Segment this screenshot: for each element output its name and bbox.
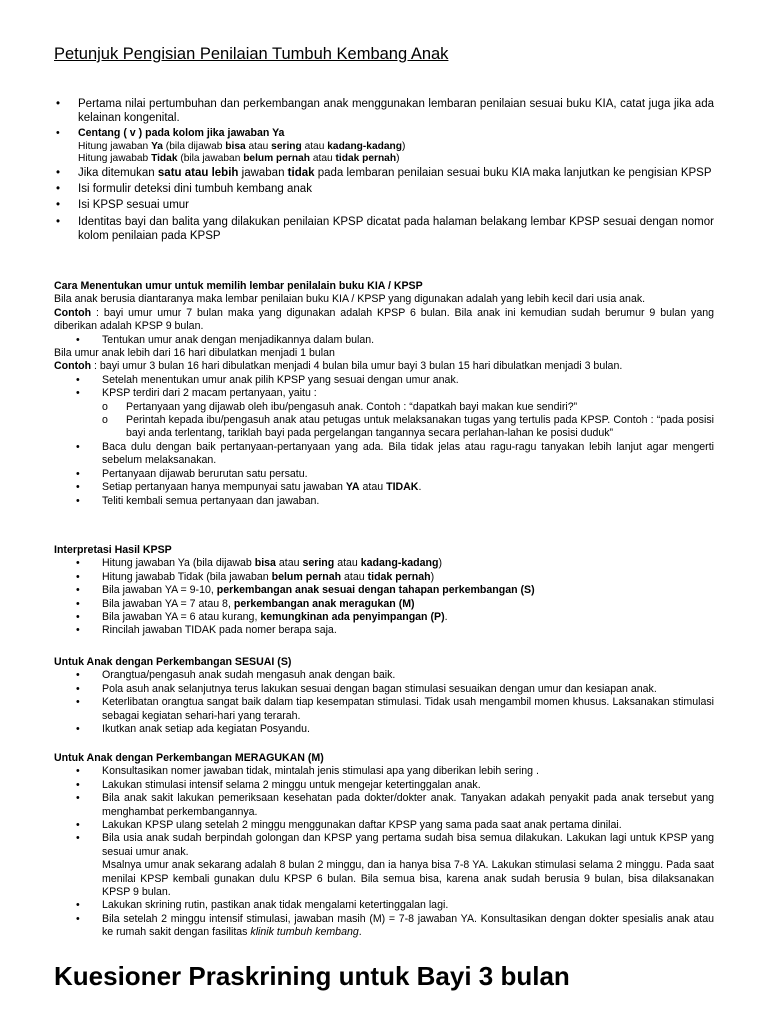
list-item-sub: Hitung jawabab Tidak (bila jawaban belum pernah atau tidak pernah) <box>78 153 400 165</box>
interpretasi-section <box>54 544 714 638</box>
list-item: • Isi KPSP sesuai umur <box>54 198 714 212</box>
questionnaire-title: Kuesioner Praskrining untuk Bayi 3 bulan <box>54 961 570 991</box>
list-item: • Centang ( v ) pada kolom jika jawaban Ya Hitung jawaban Ya (bila dijawab bisa atau sering atau kadang-kadang) Hitung jawabab Tidak (bila jawaban belum pernah atau tidak pernah) <box>54 127 714 166</box>
list-item: • Konsultasikan nomer jawaban tidak, mintalah jenis stimulasi apa yang diberikan lebih sering . <box>54 765 714 778</box>
paragraph: Contoh : bayi umur umur 7 bulan maka yang digunakan adalah KPSP 6 bulan. Bila anak ini kemudian sudah berumur 9 bulan yang diberikan adalah KPSP 9 bulan. <box>54 306 714 333</box>
list-item: • Bila setelah 2 minggu intensif stimulasi, jawaban masih (M) = 7-8 jawaban YA. Konsultasikan dengan dokter spesialis anak atau ke rumah sakit dengan fasilitas klinik tumbuh kembang. <box>54 913 714 940</box>
section-heading: Untuk Anak dengan Perkembangan MERAGUKAN (M) <box>54 752 324 764</box>
list-item: • Keterlibatan orangtua sangat baik dalam tiap kesempatan stimulasi. Tidak usah mengambil momen khusus. Laksanakan stimulasi sebagai kegiatan sehari-hari yang terarah. <box>54 696 714 723</box>
list-item: • Bila jawaban YA = 6 atau kurang, kemungkinan ada penyimpangan (P). <box>54 611 714 624</box>
list-item: • Pertanyaan dijawab berurutan satu persatu. <box>54 468 714 481</box>
sub-list-item: o Perintah kepada ibu/pengasuh anak atau petugas untuk melaksanakan tugas yang tertulis pada KPSP. Contoh : “pada posisi bayi anda terlentang, tariklah bayi pada pergelangan tangannya secara perlahan-lahan ke posisi duduk” <box>54 414 714 441</box>
list-item: • Hitung jawabab Tidak (bila jawaban belum pernah atau tidak pernah) <box>54 571 714 584</box>
intro-section <box>54 97 714 243</box>
meragukan-section <box>54 752 714 940</box>
list-item: • Lakukan KPSP ulang setelah 2 minggu menggunakan daftar KPSP yang sama pada saat anak pertama dinilai. <box>54 819 714 832</box>
section-heading: Untuk Anak dengan Perkembangan SESUAI (S) <box>54 656 292 668</box>
sesuai-section <box>54 656 714 736</box>
list-item: • Bila jawaban YA = 9-10, perkembangan anak sesuai dengan tahapan perkembangan (S) <box>54 584 714 597</box>
list-item: • Bila usia anak sudah berpindah golongan dan KPSP yang pertama sudah bisa semua dilakukan. Lakukan lagi untuk KPSP yang sesuai umur anak. <box>54 832 714 859</box>
list-item: • KPSP terdiri dari 2 macam pertanyaan, yaitu : <box>54 387 714 400</box>
paragraph: Bila umur anak lebih dari 16 hari dibulatkan menjadi 1 bulan <box>54 347 335 360</box>
list-item: • Hitung jawaban Ya (bila dijawab bisa atau sering atau kadang-kadang) <box>54 557 714 570</box>
list-item: • Tentukan umur anak dengan menjadikannya dalam bulan. <box>54 334 714 347</box>
list-item: • Baca dulu dengan baik pertanyaan-pertanyaan yang ada. Bila tidak jelas atau ragu-ragu tanyakan lebih lanjut agar mengerti sebelum melaksanakan. <box>54 441 714 468</box>
section-heading: Cara Menentukan umur untuk memilih lembar penilalain buku KIA / KPSP <box>54 280 423 292</box>
list-item: • Orangtua/pengasuh anak sudah mengasuh anak dengan baik. <box>54 669 714 682</box>
list-item: • Pertama nilai pertumbuhan dan perkembangan anak menggunakan lembaran penilaian sesuai buku KIA, catat juga jika ada kelainan kongenital. <box>54 97 714 125</box>
list-item: • Lakukan skrining rutin, pastikan anak tidak mengalami ketertinggalan lagi. <box>54 899 714 912</box>
sub-list-item: o Pertanyaan yang dijawab oleh ibu/pengasuh anak. Contoh : “dapatkah bayi makan kue sendiri?” <box>54 401 714 414</box>
list-item: • Teliti kembali semua pertanyaan dan jawaban. <box>54 495 714 508</box>
list-item-sub: Hitung jawaban Ya (bila dijawab bisa atau sering atau kadang-kadang) <box>78 140 406 152</box>
list-item: • Bila anak sakit lakukan pemeriksaan kesehatan pada dokter/dokter anak. Tanyakan adakah penyakit pada anak tersebut yang menghambat perkembangannya. <box>54 792 714 819</box>
paragraph: Contoh : bayi umur 3 bulan 16 hari dibulatkan menjadi 4 bulan bila umur bayi 3 bulan 15 hari dibulatkan menjadi 3 bulan. <box>54 360 623 373</box>
list-item: • Ikutkan anak setiap ada kegiatan Posyandu. <box>54 723 714 736</box>
list-item: • Pola asuh anak selanjutnya terus lakukan sesuai dengan bagan stimulasi sesuaikan dengan umur dan kesiapan anak. <box>54 683 714 696</box>
paragraph: Bila anak berusia diantaranya maka lembar penilaian buku KIA / KPSP yang digunakan adalah yang lebih kecil dari usia anak. <box>54 293 646 306</box>
list-item: • Bila jawaban YA = 7 atau 8, perkembangan anak meragukan (M) <box>54 598 714 611</box>
page-title: Petunjuk Pengisian Penilaian Tumbuh Kembang Anak <box>54 45 449 63</box>
list-item: • Isi formulir deteksi dini tumbuh kembang anak <box>54 182 714 196</box>
list-item: • Setiap pertanyaan hanya mempunyai satu jawaban YA atau TIDAK. <box>54 481 714 494</box>
list-item: • Jika ditemukan satu atau lebih jawaban tidak pada lembaran penilaian sesuai buku KIA maka lanjutkan ke pengisian KPSP <box>54 166 714 180</box>
list-item: • Lakukan stimulasi intensif selama 2 minggu untuk mengejar ketertinggalan anak. <box>54 779 714 792</box>
list-item: • Identitas bayi dan balita yang dilakukan penilaian KPSP dicatat pada halaman belakang lembar KPSP sesuai dengan nomor kolom penilaian pada KPSP <box>54 215 714 243</box>
list-item: • Setelah menentukan umur anak pilih KPSP yang sesuai dengan umur anak. <box>54 374 714 387</box>
list-item: • Rincilah jawaban TIDAK pada nomer berapa saja. <box>54 624 714 637</box>
section-heading: Interpretasi Hasil KPSP <box>54 544 172 556</box>
paragraph: Msalnya umur anak sekarang adalah 8 bulan 2 minggu, dan ia hanya bisa 7-8 YA. Lakukan stimulasi selama 2 minggu. Pada saat menilai KPSP kembali gunakan dulu KPSP 6 bulan. Bila semua bisa, karena anak sudah berusia 9 bulan, bisa dilaksanakan KPSP 9 bulan. <box>102 859 714 899</box>
cara-section <box>54 280 714 508</box>
